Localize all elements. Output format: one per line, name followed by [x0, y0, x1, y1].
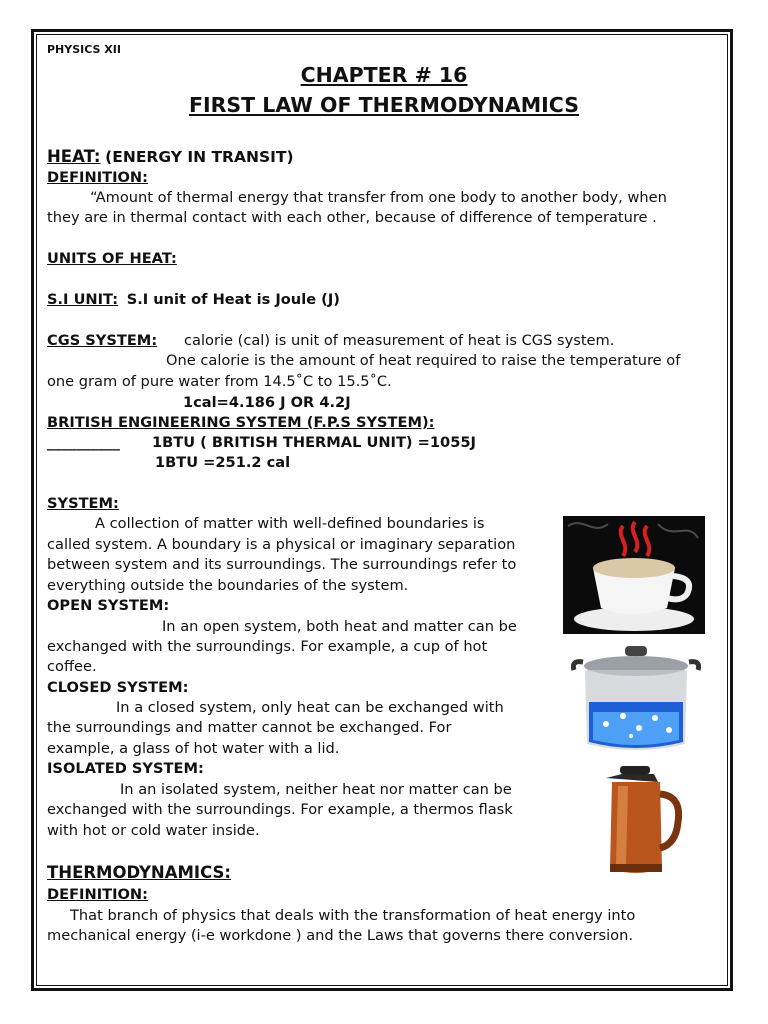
system-line: between system and its surroundings. The surroundings refer to	[47, 556, 517, 573]
cgs-line2: One calorie is the amount of heat required to raise the temperature of	[166, 352, 681, 369]
si-unit-text: S.I unit of Heat is Joule (J)	[126, 291, 340, 308]
closed-system-line: the surroundings and matter cannot be exchanged. For	[47, 719, 452, 736]
thermodynamics-line2: mechanical energy (i-e workdone ) and the Laws that governs there conversion.	[47, 927, 633, 944]
chapter-title: FIRST LAW OF THERMODYNAMICS	[189, 93, 579, 117]
si-unit-label: S.I UNIT:	[47, 291, 119, 308]
thermodynamics-line1: That branch of physics that deals with the transformation of heat energy into	[70, 907, 636, 924]
cgs-line3: one gram of pure water from 14.5˚C to 15.5˚C.	[47, 373, 392, 390]
btu-cal-line: 1BTU =251.2 cal	[155, 454, 291, 471]
thermodynamics-definition-label: DEFINITION:	[47, 886, 148, 903]
heat-subtitle: (ENERGY IN TRANSIT)	[105, 148, 294, 166]
thermodynamics-heading: THERMODYNAMICS:	[47, 863, 231, 882]
system-line: everything outside the boundaries of the system.	[47, 577, 409, 594]
chapter-number: CHAPTER # 16	[300, 63, 468, 87]
btu-blank: __________	[47, 434, 120, 451]
system-line: A collection of matter with well-defined boundaries is	[95, 515, 485, 532]
coffee-cup-icon	[563, 516, 705, 634]
heat-heading-row	[47, 146, 294, 169]
closed-system-line: In a closed system, only heat can be exchanged with	[116, 699, 504, 716]
isolated-system-line: with hot or cold water inside.	[47, 822, 260, 839]
isolated-system-line: In an isolated system, neither heat nor matter can be	[120, 781, 512, 798]
closed-system-heading: CLOSED SYSTEM:	[47, 679, 189, 696]
btu-joule-line: 1BTU ( BRITISH THERMAL UNIT) =1055J	[152, 434, 476, 451]
isolated-system-line: exchanged with the surroundings. For example, a thermos flask	[47, 801, 513, 818]
thermos-flask-icon	[598, 764, 686, 882]
heat-definition-label: DEFINITION:	[47, 169, 148, 186]
calorie-equation: 1cal=4.186 J OR 4.2J	[183, 394, 351, 411]
units-heading: UNITS OF HEAT:	[47, 250, 177, 267]
system-heading: SYSTEM:	[47, 495, 119, 512]
cooking-pot-icon	[571, 640, 701, 758]
closed-system-line: example, a glass of hot water with a lid.	[47, 740, 340, 757]
open-system-line: In an open system, both heat and matter can be	[162, 618, 517, 635]
course-label: PHYSICS XII	[47, 43, 121, 56]
cgs-label: CGS SYSTEM:	[47, 332, 158, 349]
si-unit-row	[47, 290, 340, 310]
heat-definition-line1: “Amount of thermal energy that transfer from one body to another body, when	[90, 189, 667, 206]
system-line: called system. A boundary is a physical or imaginary separation	[47, 536, 516, 553]
open-system-heading: OPEN SYSTEM:	[47, 597, 170, 614]
isolated-system-heading: ISOLATED SYSTEM:	[47, 760, 204, 777]
british-system-heading: BRITISH ENGINEERING SYSTEM (F.P.S SYSTEM):	[47, 414, 435, 431]
heat-heading: HEAT:	[47, 147, 101, 166]
cgs-text: calorie (cal) is unit of measurement of heat is CGS system.	[184, 332, 615, 349]
heat-definition-line2: they are in thermal contact with each other, because of difference of temperature .	[47, 209, 657, 226]
open-system-line: exchanged with the surroundings. For example, a cup of hot	[47, 638, 488, 655]
open-system-line: coffee.	[47, 658, 97, 675]
